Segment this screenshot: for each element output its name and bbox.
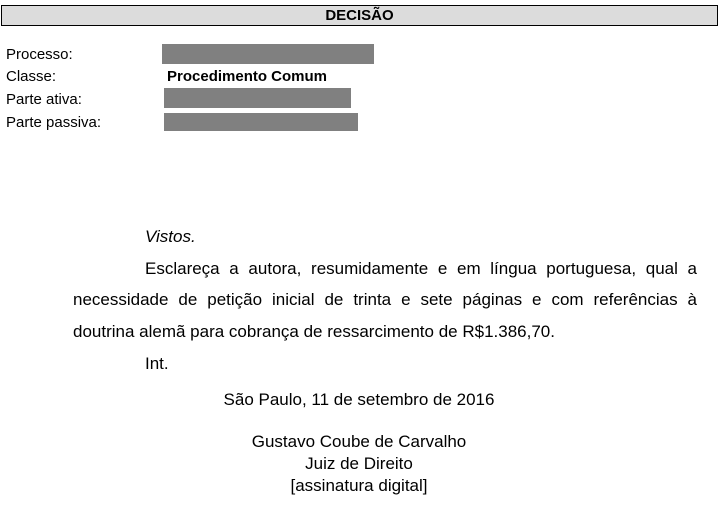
body-line-2: necessidade de petição inicial de trinta e sete páginas e com referências à	[73, 290, 697, 309]
int-text: Int.	[145, 354, 169, 373]
processo-redaction	[162, 44, 374, 64]
body-line-3: doutrina alemã para cobrança de ressarcimento de R$1.386,70.	[73, 322, 555, 341]
parte-passiva-label: Parte passiva:	[6, 114, 102, 131]
classe-value: Procedimento Comum	[167, 68, 328, 85]
judge-name: Gustavo Coube de Carvalho	[251, 432, 467, 451]
document-title: DECISÃO	[1, 5, 718, 26]
parte-ativa-redaction	[164, 88, 351, 108]
place-date: São Paulo, 11 de setembro de 2016	[223, 390, 495, 409]
classe-label: Classe:	[6, 68, 57, 85]
vistos-text: Vistos.	[145, 227, 196, 246]
parte-ativa-label: Parte ativa:	[6, 91, 82, 108]
signature-note: [assinatura digital]	[290, 476, 428, 495]
body-line-1: Esclareça a autora, resumidamente e em língua portuguesa, qual a	[145, 259, 697, 278]
judge-title: Juiz de Direito	[305, 454, 413, 473]
processo-label: Processo:	[6, 46, 73, 63]
parte-passiva-redaction	[164, 113, 358, 131]
